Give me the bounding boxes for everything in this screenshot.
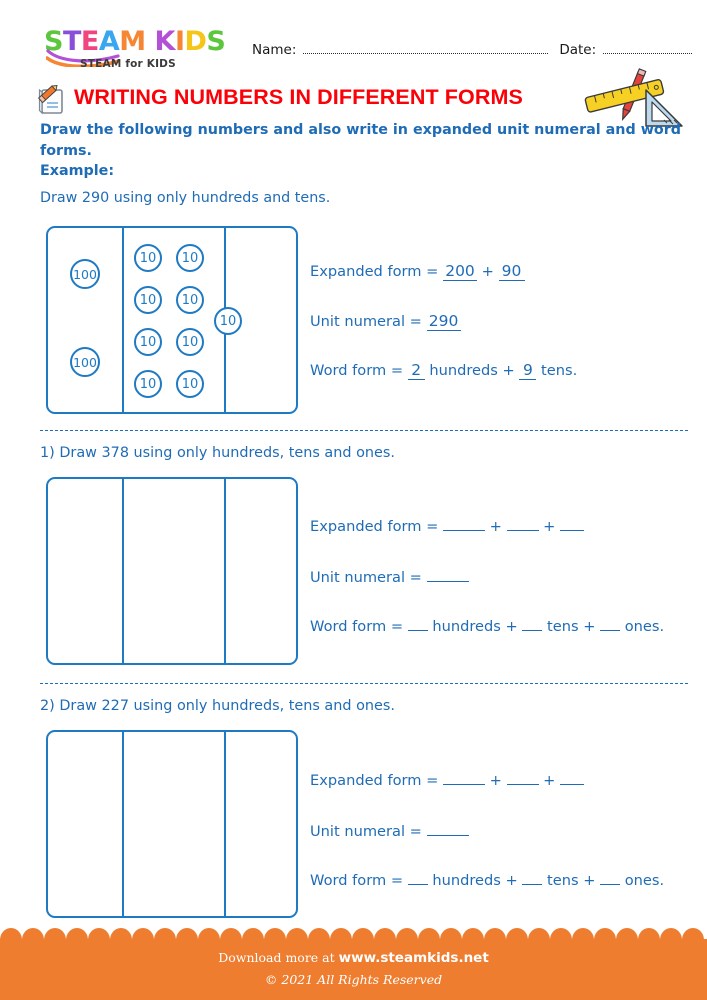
logo-letter [146, 28, 155, 55]
hundreds-unit-label: hundreds + [427, 618, 523, 635]
example-label: Example: [40, 163, 115, 179]
logo-letter: S [206, 26, 226, 57]
tens-chip: 10 [134, 328, 162, 356]
date-input-line[interactable] [603, 53, 692, 54]
plus-sign: + [538, 772, 561, 789]
expanded-form-blank-2[interactable] [507, 515, 539, 531]
logo-letter: I [174, 26, 185, 57]
page-footer [0, 939, 707, 1000]
hundreds-chip: 100 [70, 347, 100, 377]
word-form-label: Word form = [310, 872, 408, 889]
question-2-prompt: 2) Draw 227 using only hundreds, tens and ones. [40, 698, 395, 714]
tens-chip: 10 [134, 286, 162, 314]
steam-kids-logo [44, 28, 234, 72]
ones-unit-label: ones. [620, 872, 665, 889]
tens-chip: 10 [176, 244, 204, 272]
unit-numeral-blank[interactable] [427, 820, 469, 836]
question-2-expanded-form [310, 769, 584, 789]
word-form-label: Word form = [310, 618, 408, 635]
hundreds-tens-divider [122, 732, 124, 916]
section-divider [40, 430, 688, 431]
footer-download-prefix: Download more at [218, 950, 339, 965]
expanded-form-blank-2[interactable] [507, 769, 539, 785]
unit-numeral-label: Unit numeral = [310, 823, 427, 840]
tens-unit-label: tens + [542, 618, 601, 635]
footer-site-link[interactable]: www.steamkids.net [338, 950, 489, 966]
date-label: Date: [559, 42, 597, 58]
example-word-form [310, 361, 577, 380]
tens-chip: 10 [176, 328, 204, 356]
name-input-line[interactable] [303, 53, 547, 54]
hundreds-unit-label: hundreds + [427, 872, 523, 889]
logo-letter: A [98, 26, 120, 57]
name-date-row [252, 36, 692, 58]
question-1-prompt: 1) Draw 378 using only hundreds, tens and ones. [40, 445, 395, 461]
expanded-form-blank-3[interactable] [560, 515, 584, 531]
expanded-form-blank-1[interactable] [443, 769, 485, 785]
plus-sign: + [538, 518, 561, 535]
expanded-form-blank-1[interactable] [443, 515, 485, 531]
tens-chip: 10 [134, 244, 162, 272]
question-1-expanded-form [310, 515, 584, 535]
name-label: Name: [252, 42, 297, 58]
logo-tagline: STEAM for KIDS [80, 58, 176, 70]
question-1-unit-numeral [310, 566, 469, 586]
example-prompt: Draw 290 using only hundreds and tens. [40, 190, 331, 206]
plus-sign: + [485, 772, 507, 789]
word-form-hundreds-blank[interactable] [408, 869, 428, 885]
word-form-tens-blank[interactable] [522, 615, 542, 631]
word-form-hundreds-blank[interactable] [408, 615, 428, 631]
expanded-form-value-1[interactable]: 200 [443, 262, 477, 281]
section-divider [40, 683, 688, 684]
word-form-ones-blank[interactable] [600, 869, 620, 885]
instructions-text: Draw the following numbers and also write in expanded unit numeral and word forms. [40, 122, 682, 159]
hundreds-tens-divider [122, 479, 124, 663]
tens-unit-label: tens + [542, 872, 601, 889]
word-form-tens-value[interactable]: 9 [519, 361, 536, 380]
notepad-pencil-icon [36, 83, 66, 117]
page-header [0, 0, 707, 72]
question-2-word-form [310, 869, 664, 889]
unit-numeral-label: Unit numeral = [310, 569, 427, 586]
word-form-tens-blank[interactable] [522, 869, 542, 885]
question-2-unit-numeral [310, 820, 469, 840]
logo-wordmark [44, 28, 234, 55]
word-form-hundreds-value[interactable]: 2 [408, 361, 425, 380]
word-form-label: Word form = [310, 362, 408, 379]
scalloped-edge-decoration [0, 928, 707, 940]
word-form-ones-blank[interactable] [600, 615, 620, 631]
footer-download-line [0, 950, 707, 966]
logo-letter: K [154, 26, 175, 57]
example-unit-numeral [310, 312, 461, 331]
logo-letter: T [62, 26, 81, 57]
hundreds-unit-label: hundreds + [424, 362, 520, 379]
tens-chip: 10 [176, 370, 204, 398]
example-expanded-form [310, 262, 525, 281]
hundreds-tens-divider [122, 228, 124, 412]
plus-sign: + [477, 263, 499, 280]
footer-copyright: © 2021 All Rights Reserved [264, 972, 443, 987]
title-row [0, 80, 707, 124]
unit-numeral-label: Unit numeral = [310, 313, 427, 330]
tens-chip: 10 [134, 370, 162, 398]
unit-numeral-blank[interactable] [427, 566, 469, 582]
logo-letter: E [80, 26, 99, 57]
question-1-place-value-box[interactable] [46, 477, 298, 665]
expanded-form-label: Expanded form = [310, 518, 443, 535]
ones-unit-label: ones. [620, 618, 665, 635]
question-1-word-form [310, 615, 664, 635]
logo-letter: D [184, 26, 207, 57]
hundreds-chip: 100 [70, 259, 100, 289]
unit-numeral-value[interactable]: 290 [427, 312, 461, 331]
expanded-form-label: Expanded form = [310, 772, 443, 789]
tens-ones-divider [224, 732, 226, 916]
question-2-place-value-box[interactable] [46, 730, 298, 918]
tens-unit-label: tens. [536, 362, 578, 379]
logo-letter: M [119, 26, 146, 57]
expanded-form-value-2[interactable]: 90 [499, 262, 525, 281]
tens-ones-divider [224, 479, 226, 663]
plus-sign: + [485, 518, 507, 535]
expanded-form-blank-3[interactable] [560, 769, 584, 785]
page-title: WRITING NUMBERS IN DIFFERENT FORMS [74, 85, 523, 109]
example-place-value-box [46, 226, 298, 414]
tens-chip: 10 [176, 286, 204, 314]
tens-chip: 10 [214, 307, 242, 335]
logo-letter: S [44, 26, 63, 57]
expanded-form-label: Expanded form = [310, 263, 443, 280]
